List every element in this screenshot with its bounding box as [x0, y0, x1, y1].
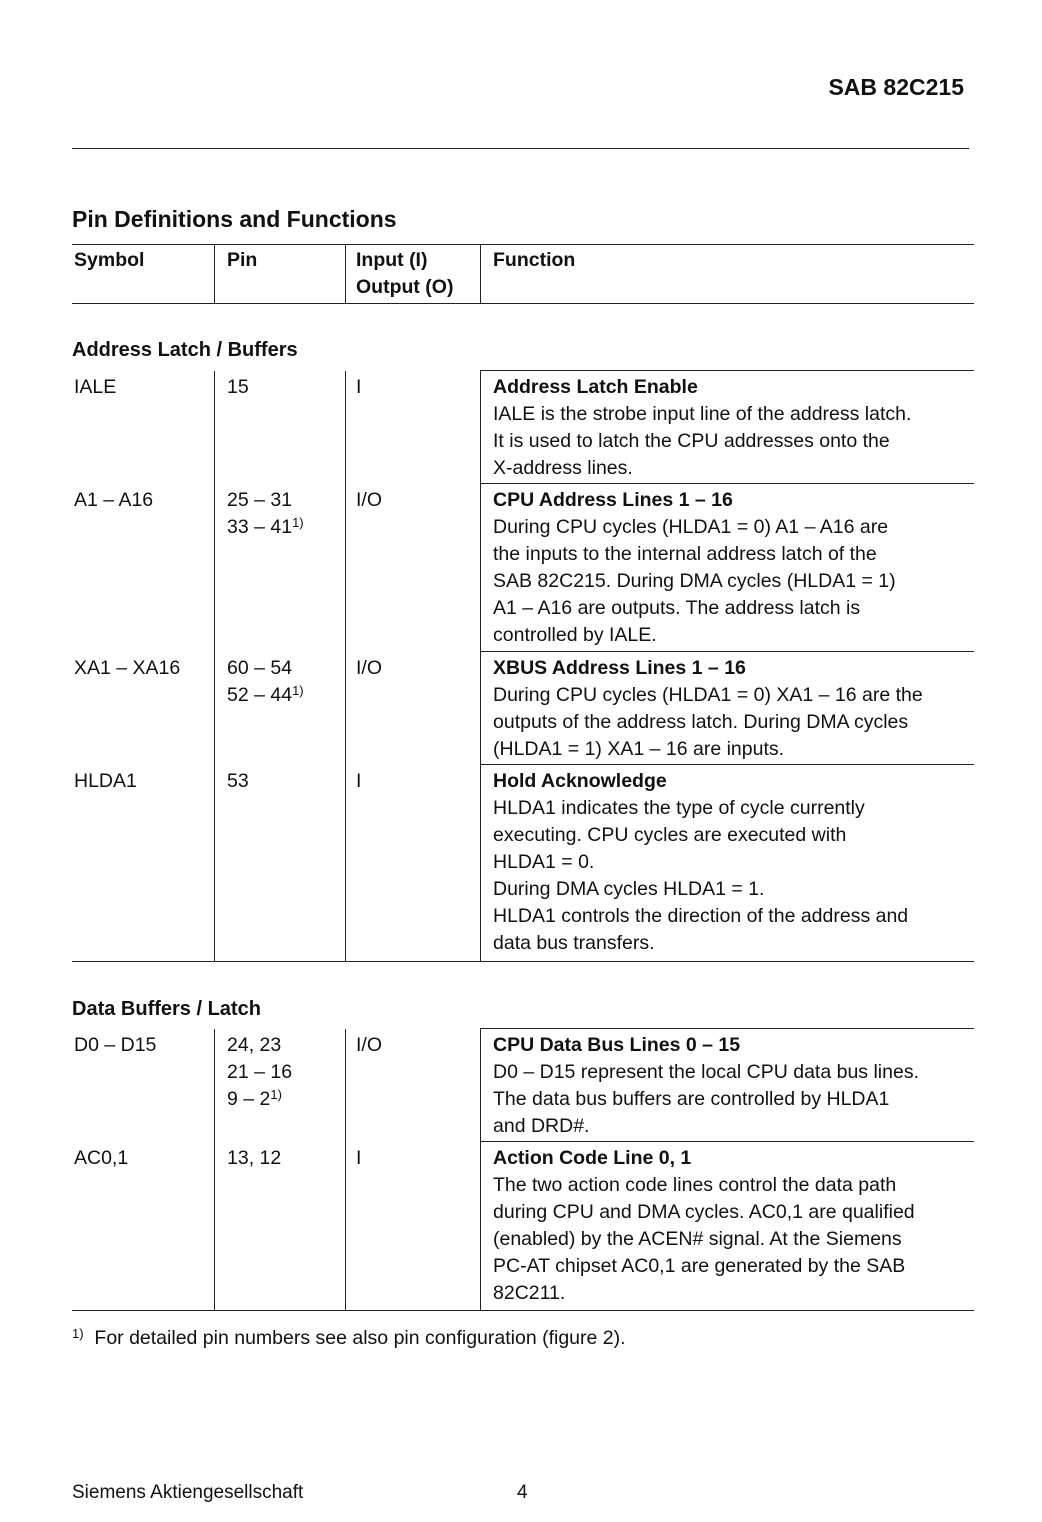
function-desc-line: (HLDA1 = 1) XA1 – 16 are inputs.	[493, 738, 785, 760]
symbol-cell: D0 – D15	[74, 1033, 157, 1056]
function-desc-line: (enabled) by the ACEN# signal. At the Siemens	[493, 1228, 902, 1250]
pin-value: 33 – 41	[227, 515, 293, 538]
function-title: CPU Data Bus Lines 0 – 15	[493, 1034, 741, 1056]
function-desc-line: the inputs to the internal address latch of the	[493, 543, 877, 565]
pin-cell	[215, 1142, 346, 1311]
function-cell	[481, 484, 975, 652]
header-symbol: Symbol	[72, 245, 215, 304]
function-desc-line: data bus transfers.	[493, 932, 655, 954]
pin-cell	[215, 1029, 346, 1142]
function-desc-line: During CPU cycles (HLDA1 = 0) A1 – A16 are	[493, 516, 889, 538]
function-desc-line: HLDA1 = 0.	[493, 851, 595, 873]
symbol-cell: XA1 – XA16	[74, 656, 181, 679]
pin-value: 13, 12	[227, 1146, 282, 1169]
function-cell	[481, 765, 975, 962]
header-io-input: Input (I)	[356, 249, 428, 271]
group-label-address: Address Latch / Buffers	[72, 339, 298, 361]
pin-cell	[215, 484, 346, 652]
pin-value: 9 – 2	[227, 1087, 271, 1110]
footnote-mark: 1)	[72, 1326, 84, 1341]
function-desc-line: executing. CPU cycles are executed with	[493, 824, 847, 846]
function-cell	[481, 1142, 975, 1311]
pin-cell	[215, 765, 346, 962]
header-pin: Pin	[215, 245, 346, 304]
function-desc-line: and DRD#.	[493, 1115, 590, 1137]
pin-value: 25 – 31	[227, 488, 293, 511]
function-desc-line: IALE is the strobe input line of the address latch.	[493, 403, 912, 425]
header-io	[346, 245, 481, 304]
function-desc-line: The data bus buffers are controlled by HLDA1	[493, 1088, 890, 1110]
function-desc-line: The two action code lines control the data path	[493, 1174, 897, 1196]
function-title: CPU Address Lines 1 – 16	[493, 489, 733, 511]
function-cell	[481, 371, 975, 484]
function-desc-line: D0 – D15 represent the local CPU data bus lines.	[493, 1061, 919, 1083]
function-desc-line: outputs of the address latch. During DMA cycles	[493, 711, 909, 733]
footnote-text: For detailed pin numbers see also pin configuration (figure 2).	[94, 1327, 626, 1349]
function-desc-line: During CPU cycles (HLDA1 = 0) XA1 – 16 are the	[493, 684, 923, 706]
pin-value: 53	[227, 769, 249, 792]
function-desc-line: PC-AT chipset AC0,1 are generated by the SAB	[493, 1255, 906, 1277]
function-desc-line: It is used to latch the CPU addresses onto the	[493, 430, 890, 452]
io-cell: I/O	[346, 652, 481, 765]
address-latch-table	[72, 370, 974, 962]
group-label-data: Data Buffers / Latch	[72, 998, 261, 1020]
footnote-ref: 1)	[270, 1086, 282, 1102]
pin-cell	[215, 371, 346, 484]
function-desc-line: During DMA cycles HLDA1 = 1.	[493, 878, 765, 900]
symbol-cell: AC0,1	[72, 1142, 215, 1311]
data-buffers-table	[72, 1028, 974, 1311]
footnote	[72, 1327, 626, 1350]
section-title: Pin Definitions and Functions	[72, 206, 397, 232]
io-cell: I/O	[346, 1029, 481, 1142]
function-desc-line: during CPU and DMA cycles. AC0,1 are qualified	[493, 1201, 915, 1223]
function-desc-line: HLDA1 controls the direction of the address and	[493, 905, 909, 927]
function-desc-line: SAB 82C215. During DMA cycles (HLDA1 = 1)	[493, 570, 896, 592]
table-row	[72, 1142, 974, 1311]
footer-company: Siemens Aktiengesellschaft	[72, 1482, 304, 1503]
page-number: 4	[517, 1482, 528, 1503]
io-cell: I	[346, 765, 481, 962]
function-title: XBUS Address Lines 1 – 16	[493, 657, 746, 679]
header-io-output: Output (O)	[356, 276, 454, 298]
pin-value: 15	[227, 375, 249, 398]
function-title: Action Code Line 0, 1	[493, 1147, 692, 1169]
header-function: Function	[481, 245, 975, 304]
table-row	[72, 484, 974, 652]
table-row	[72, 765, 974, 962]
symbol-cell: A1 – A16	[74, 488, 154, 511]
symbol-cell: HLDA1	[72, 765, 215, 962]
io-cell: I/O	[346, 484, 481, 652]
function-desc-line: A1 – A16 are outputs. The address latch is	[493, 597, 861, 619]
document-id: SAB 82C215	[828, 74, 964, 100]
table-row	[72, 1029, 974, 1142]
table-header-row	[72, 245, 974, 304]
function-cell	[481, 1029, 975, 1142]
function-title: Hold Acknowledge	[493, 770, 667, 792]
table-row	[72, 652, 974, 765]
header-rule	[72, 148, 969, 149]
footnote-ref: 1)	[292, 682, 304, 698]
function-desc-line: controlled by IALE.	[493, 624, 657, 646]
pin-value: 60 – 54	[227, 656, 293, 679]
pin-value: 52 – 44	[227, 683, 293, 706]
io-cell: I	[346, 1142, 481, 1311]
pin-value: 24, 23	[227, 1033, 282, 1056]
function-desc-line: 82C211.	[493, 1282, 566, 1304]
table-row	[72, 371, 974, 484]
pin-value: 21 – 16	[227, 1060, 293, 1083]
function-desc-line: HLDA1 indicates the type of cycle currently	[493, 797, 865, 819]
pin-table-header	[72, 244, 974, 304]
symbol-cell: IALE	[74, 375, 117, 398]
footnote-ref: 1)	[292, 514, 304, 530]
function-title: Address Latch Enable	[493, 376, 698, 398]
function-cell	[481, 652, 975, 765]
function-desc-line: X-address lines.	[493, 457, 633, 479]
io-cell: I	[346, 371, 481, 484]
pin-cell	[215, 652, 346, 765]
